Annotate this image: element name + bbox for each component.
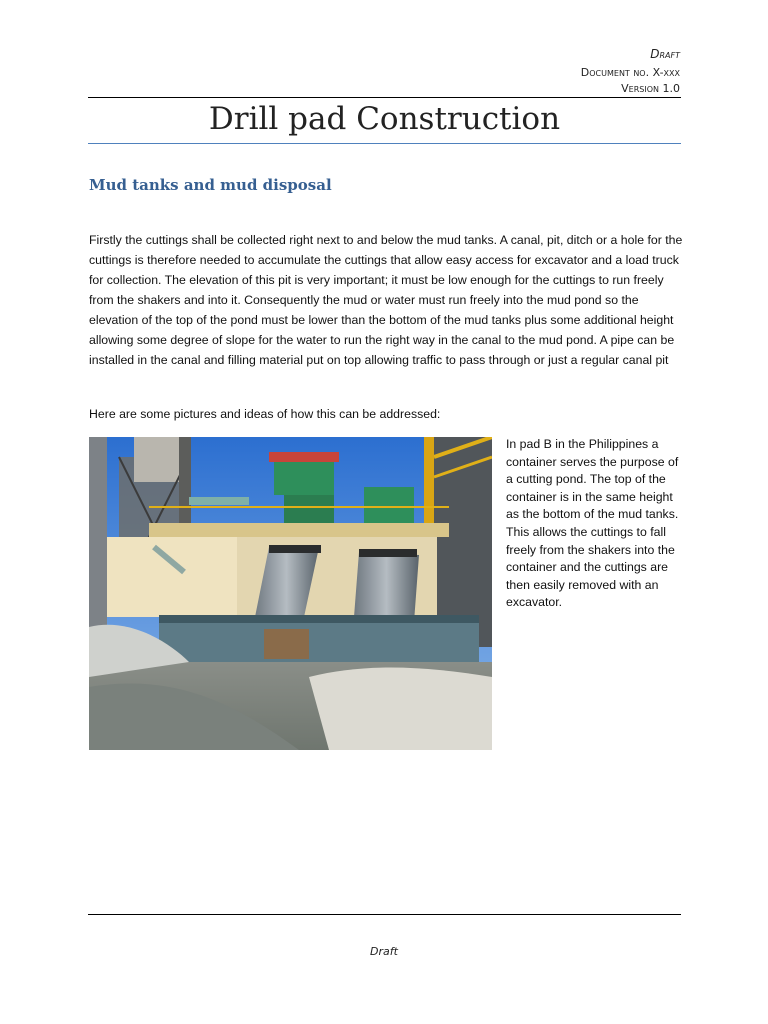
header-version: Version 1.0 xyxy=(621,82,680,95)
pictures-intro: Here are some pictures and ideas of how this can be addressed: xyxy=(89,407,441,421)
section-heading: Mud tanks and mud disposal xyxy=(89,176,332,194)
header-draft-label: Draft xyxy=(650,47,680,61)
page-title: Drill pad Construction xyxy=(208,101,561,137)
photo-caption: In pad B in the Philippines a container serves the purpose of a cutting pond. The top of the container is in the same height as the bottom of the mud tanks. This allows the cuttings to fall freely from the shakers into the container and the cuttings are then easily removed with an excavator. xyxy=(506,437,679,610)
body-paragraph: Firstly the cuttings shall be collected right next to and below the mud tanks. A canal, pit, ditch or a hole for the cuttings is therefore needed to accumulate the cuttings that allow easy access for excavator and a load truck for collection. The elevation of this pit is very important; it must be low enough for the cuttings to run freely from the shakers and into it. Consequently the mud or water must run freely into the mud pond so the elevation of the top of the pond must be lower than the bottom of the mud tanks plus some additional height allowing some degree of slope for the water to run the right way in the canal to the mud pond. A pipe can be installed in the canal and filling material put on top allowing traffic to pass through or just a regular canal pit xyxy=(89,233,683,367)
footer-draft-label: Draft xyxy=(370,945,398,958)
header-document-number: Document no. X-xxx xyxy=(580,66,680,79)
footer-rule xyxy=(88,914,681,915)
title-underline xyxy=(88,143,681,144)
drill-site-photo xyxy=(89,437,492,750)
header-rule xyxy=(88,97,681,98)
